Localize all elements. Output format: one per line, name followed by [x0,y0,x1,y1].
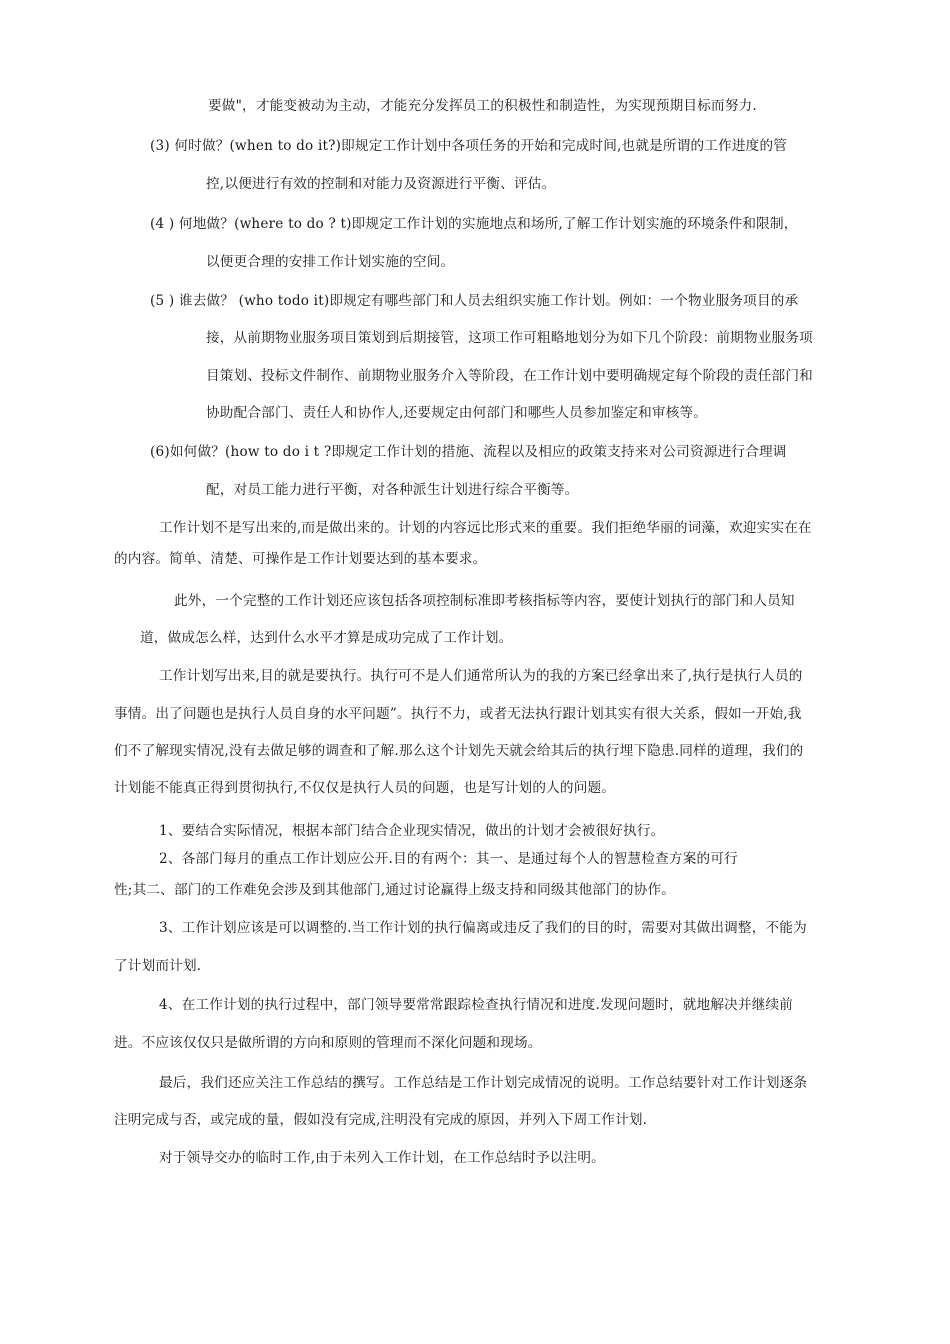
item-5-line-2: 接，从前期物业服务项目策划到后期接管，这项工作可粗略地划分为如下几个阶段：前期物业服务项 [206,330,813,346]
paragraph-line: 计划能不能真正得到贯彻执行,不仅仅是执行人员的问题，也是写计划的人的问题。 [114,780,616,796]
item-5-line-1: (5 ) 谁去做？ (who todo it)即规定有哪些部门和人员去组织实施工作计划。例如：一个物业服务项目的承 [150,293,799,309]
numbered-point-1: 1、要结合实际情况，根据本部门结合企业现实情况，做出的计划才会被很好执行。 [159,823,665,839]
paragraph-temporary-work: 对于领导交办的临时工作,由于未列入工作计划，在工作总结时予以注明。 [159,1150,605,1166]
paragraph-line: 的内容。简单、清楚、可操作是工作计划要达到的基本要求。 [114,551,487,567]
paragraph-line: 们不了解现实情况,没有去做足够的调查和了解.那么这个计划先天就会给其后的执行埋下隐患.同样的道理，我们的 [114,743,804,759]
paragraph-line: 工作计划不是写出来的,而是做出来的。计划的内容远比形式来的重要。我们拒绝华丽的词藻，欢迎实实在在 [159,520,812,536]
paragraph-line: 注明完成与否，或完成的量，假如没有完成,注明没有完成的原因，并列入下周工作计划. [114,1112,648,1128]
paragraph-line: 了计划而计划. [114,958,202,974]
item-3-line-1: (3) 何时做？(when to do it?)即规定工作计划中各项任务的开始和完成时间,也就是所谓的工作进度的管 [150,138,788,154]
item-6-line-2: 配，对员工能力进行平衡，对各种派生计划进行综合平衡等。 [206,482,579,498]
item-4-line-1: (4 ) 何地做？(where to do ? t)即规定工作计划的实施地点和场所,了解工作计划实施的环境条件和限制， [150,216,798,232]
paragraph-line: 最后，我们还应关注工作总结的撰写。工作总结是工作计划完成情况的说明。工作总结要针对工作计划逐条 [159,1075,808,1091]
paragraph-line: 工作计划写出来,目的就是要执行。执行可不是人们通常所认为的我的方案已经拿出来了,执行是执行人员的 [159,668,803,684]
paragraph-line: 4、在工作计划的执行过程中，部门领导要常常跟踪检查执行情况和进度.发现问题时，就地解决并继续前 [159,997,794,1013]
item-5-line-3: 目策划、投标文件制作、前期物业服务介入等阶段，在工作计划中要明确规定每个阶段的责任部门和 [206,368,813,384]
item-2-continuation: 要做"，才能变被动为主动，才能充分发挥员工的积极性和制造性，为实现预期目标而努力. [208,98,757,114]
paragraph-line: 事情。出了问题也是执行人员自身的水平问题”。执行不力，或者无法执行跟计划其实有很大关系，假如一开始,我 [114,706,802,722]
paragraph-line: 进。不应该仅仅只是做所谓的方向和原则的管理而不深化问题和现场。 [114,1035,542,1051]
paragraph-line: 此外，一个完整的工作计划还应该包括各项控制标准即考核指标等内容，要使计划执行的部门和人员知 [174,593,795,609]
item-6-line-1: (6)如何做？(how to do i t ?即规定工作计划的措施、流程以及相应的政策支持来对公司资源进行合理调 [150,444,787,460]
paragraph-line: 3、工作计划应该是可以调整的.当工作计划的执行偏离或违反了我们的目的时，需要对其做出调整，不能为 [159,920,807,936]
item-3-line-2: 控,以便进行有效的控制和对能力及资源进行平衡、评估。 [206,176,556,192]
paragraph-line: 道，做成怎么样，达到什么水平才算是成功完成了工作计划。 [140,630,513,646]
paragraph-line: 2、各部门每月的重点工作计划应公开.目的有两个：其一、是通过每个人的智慧检查方案的可行 [159,851,738,867]
item-5-line-4: 协助配合部门、责任人和协作人,还要规定由何部门和哪些人员参加鉴定和审核等。 [206,405,708,421]
paragraph-line: 性;其二、部门的工作难免会涉及到其他部门,通过讨论赢得上级支持和同级其他部门的协作。 [114,882,676,898]
item-4-line-2: 以便更合理的安排工作计划实施的空间。 [206,254,455,270]
